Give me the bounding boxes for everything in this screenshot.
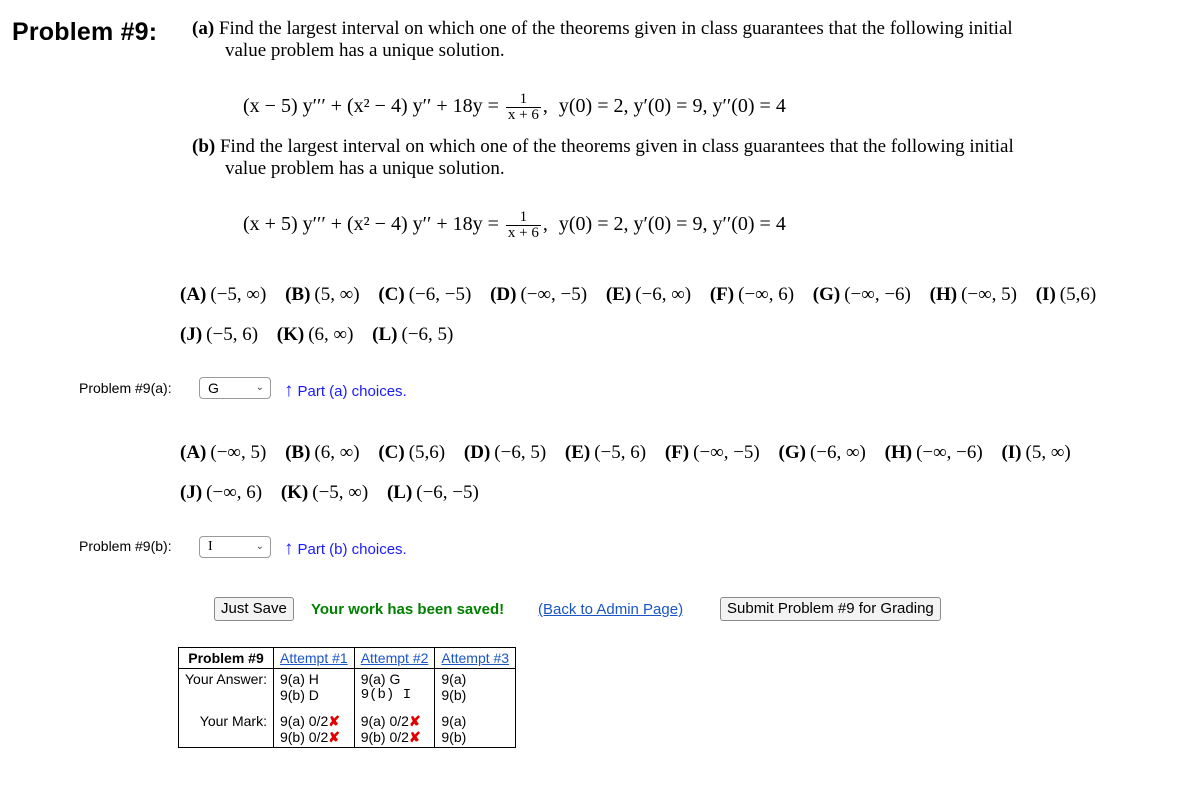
choice-a-E: (E) (−6, ∞) <box>605 284 692 305</box>
part-a-statement <box>192 18 1013 40</box>
attempt-2-mark: 9(a) 0/2✘ 9(b) 0/2✘ <box>354 705 435 748</box>
choice-a-A: (A) (−5, ∞) <box>180 284 267 305</box>
part-b-conditions: y(0) = 2, y′(0) = 9, y′′(0) = 4 <box>558 213 786 236</box>
mark-row <box>179 705 516 748</box>
part-a-frac-den: x + 6 <box>507 107 539 123</box>
attempt-1-mark: 9(a) 0/2✘ 9(b) 0/2✘ <box>273 705 354 748</box>
part-a-eq-lhs: (x − 5) y′′′ <box>243 95 326 118</box>
attempt-3-link[interactable]: Attempt #3 <box>435 648 516 669</box>
choice-b-L: (L) (−6, −5) <box>386 482 479 503</box>
choice-a-H: (H) (−∞, 5) <box>929 284 1017 305</box>
arrow-up-icon: ↑ <box>284 538 294 559</box>
attempt-3-answer: 9(a) 9(b) <box>435 669 516 706</box>
part-a-equation: (x − 5) y′′′ + (x² − 4) y′′ + 18y = $\frac{1}{x + 6}$ , y(0) = 2, y′(0) = 9, y′′(0) = 4 <box>243 91 786 123</box>
choice-b-F: (F) (−∞, −5) <box>664 442 760 463</box>
part-a-conditions: y(0) = 2, y′(0) = 9, y′′(0) = 4 <box>558 95 786 118</box>
part-a-fraction <box>506 92 541 123</box>
choices-b-row2 <box>180 482 493 504</box>
arrow-up-icon: ↑ <box>284 380 294 401</box>
choice-a-J: (J) (−5, 6) <box>180 324 259 345</box>
attempt-2-link[interactable]: Attempt #2 <box>354 648 435 669</box>
answer-a-selected: G <box>208 380 219 396</box>
part-b-label: (b) <box>192 136 216 157</box>
choice-a-C: (C) (−6, −5) <box>378 284 472 305</box>
part-b-eq-lhs: (x + 5) y′′′ <box>243 213 326 236</box>
attempts-header-row <box>179 648 516 669</box>
answer-a-select[interactable] <box>199 377 271 399</box>
attempt-3-mark: 9(a) 9(b) <box>435 705 516 748</box>
part-a-line2: value problem has a unique solution. <box>225 40 505 61</box>
choice-b-B: (B) (6, ∞) <box>285 442 360 463</box>
part-a-label: (a) <box>192 18 215 39</box>
submit-for-grading-button[interactable]: Submit Problem #9 for Grading <box>720 597 941 621</box>
part-b-statement <box>192 136 1014 158</box>
choices-a-row1 <box>180 284 1096 306</box>
answer-a-label: Problem #9(a): <box>79 380 172 396</box>
part-b-frac-den: x + 6 <box>507 225 539 241</box>
choice-a-L: (L) (−6, 5) <box>372 324 454 345</box>
answer-b-hint[interactable] <box>284 538 407 560</box>
part-b-equation: (x + 5) y′′′ + (x² − 4) y′′ + 18y = $\frac{1}{x + 6}$ , y(0) = 2, y′(0) = 9, y′′(0) = 4 <box>243 209 786 241</box>
choice-a-I: (I) (5,6) <box>1035 284 1097 305</box>
wrong-x-icon: ✘ <box>408 713 421 729</box>
choices-a-row2 <box>180 324 467 346</box>
wrong-x-icon: ✘ <box>328 713 340 729</box>
choice-b-E: (E) (−5, 6) <box>564 442 647 463</box>
answer-row <box>179 669 516 706</box>
mark-row-label: Your Mark: <box>199 713 267 729</box>
choice-b-H: (H) (−∞, −6) <box>884 442 983 463</box>
choice-a-D: (D) (−∞, −5) <box>490 284 588 305</box>
just-save-button[interactable]: Just Save <box>214 597 294 621</box>
part-a-eq-mid: + (x² − 4) y′′ + 18y = <box>330 95 499 118</box>
chevron-down-icon: ⌄ <box>255 541 264 552</box>
part-b-fraction <box>506 210 541 241</box>
answer-b-selected: I <box>208 539 213 554</box>
part-b-line1: Find the largest interval on which one of the theorems given in class guarantees that the following initial <box>219 136 1014 157</box>
attempt-1-answer: 9(a) H 9(b) D <box>273 669 354 706</box>
wrong-x-icon: ✘ <box>408 729 421 745</box>
chevron-down-icon: ⌄ <box>255 382 264 393</box>
attempts-header: Problem #9 <box>179 648 274 669</box>
choice-a-K: (K) (6, ∞) <box>276 324 354 345</box>
choice-b-D: (D) (−6, 5) <box>463 442 547 463</box>
wrong-x-icon: ✘ <box>328 729 340 745</box>
admin-page-link[interactable]: (Back to Admin Page) <box>538 601 684 618</box>
problem-title: Problem #9: <box>12 18 158 46</box>
answer-b-select[interactable] <box>199 536 271 558</box>
part-b-line2: value problem has a unique solution. <box>225 158 505 179</box>
attempts-table <box>178 647 516 748</box>
attempt-1-link[interactable]: Attempt #1 <box>273 648 354 669</box>
part-a-frac-num: 1 <box>506 92 541 108</box>
answer-a-hint-text: Part (a) choices. <box>297 383 407 400</box>
saved-message: Your work has been saved! <box>311 601 505 618</box>
choices-b-row1 <box>180 442 1071 464</box>
choice-a-F: (F) (−∞, 6) <box>709 284 795 305</box>
part-b-eq-mid: + (x² − 4) y′′ + 18y = <box>330 213 499 236</box>
choice-b-G: (G) (−6, ∞) <box>778 442 866 463</box>
choice-b-J: (J) (−∞, 6) <box>180 482 263 503</box>
part-b-frac-num: 1 <box>506 210 541 226</box>
attempt-2-answer: 9(a) G 9(b) I <box>354 669 435 706</box>
choice-a-G: (G) (−∞, −6) <box>812 284 911 305</box>
answer-a-hint[interactable] <box>284 380 407 402</box>
choice-b-K: (K) (−5, ∞) <box>280 482 369 503</box>
choice-b-C: (C) (5,6) <box>378 442 446 463</box>
answer-b-hint-text: Part (b) choices. <box>297 541 407 558</box>
choice-a-B: (B) (5, ∞) <box>285 284 360 305</box>
choice-b-A: (A) (−∞, 5) <box>180 442 267 463</box>
answer-b-label: Problem #9(b): <box>79 538 172 554</box>
answer-row-label: Your Answer: <box>185 671 267 687</box>
part-a-line1: Find the largest interval on which one of the theorems given in class guarantees that the following initial <box>218 18 1013 39</box>
choice-b-I: (I) (5, ∞) <box>1001 442 1071 463</box>
